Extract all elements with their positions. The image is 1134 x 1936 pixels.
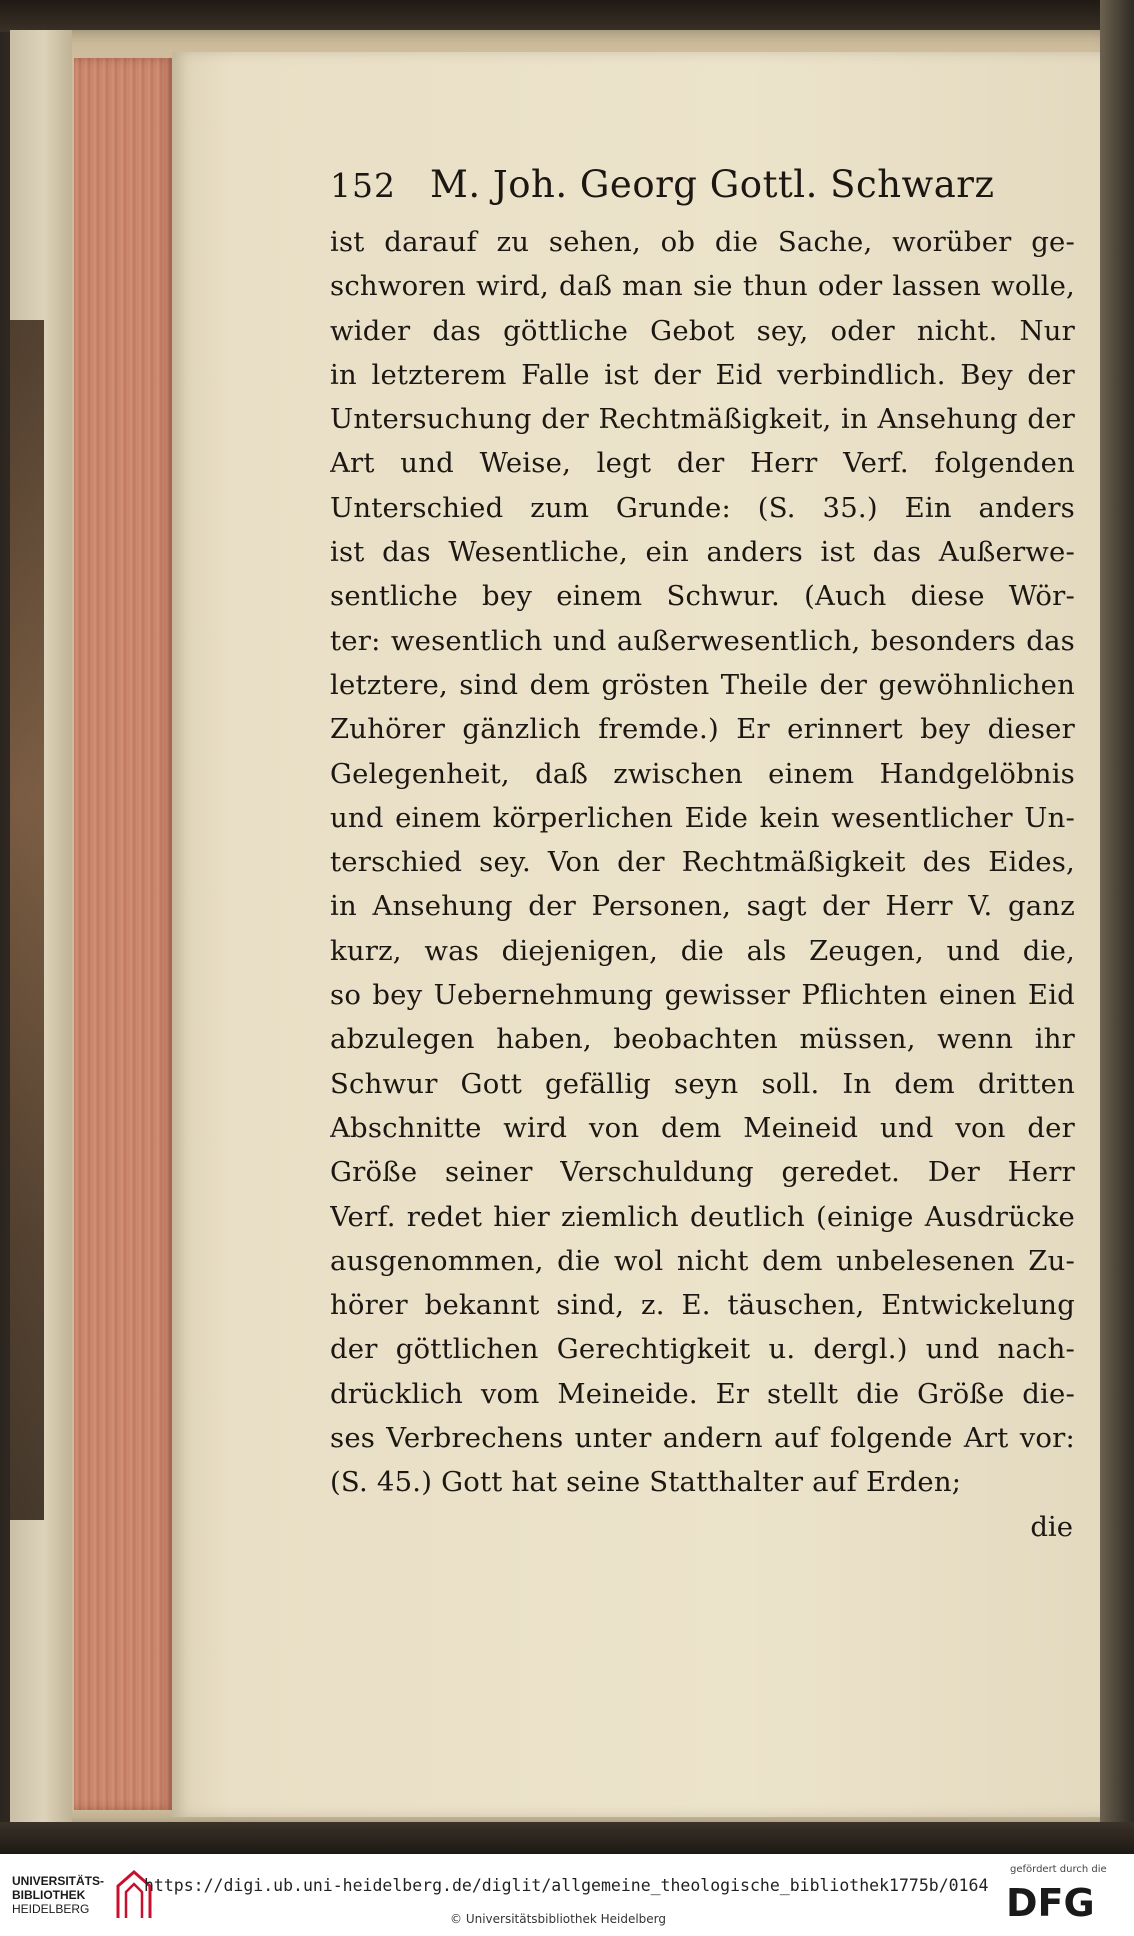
body-text [330,220,1075,1505]
text-line: ist darauf zu sehen, ob die Sache, worüber ge- [330,226,1075,258]
source-url-link[interactable]: https://digi.ub.uni-heidelberg.de/diglit/allgemeine_theologische_bibliothek1775b/0164 [144,1876,989,1895]
library-name-line3: HEIDELBERG [12,1902,90,1916]
text-line: und einem körperlichen Eide kein wesentlicher Un- [330,801,1075,834]
scan-bottom-margin [0,1822,1134,1854]
text-line: Unterschied zum Grunde: (S. 35.) Ein anders [330,491,1075,524]
text-line: ausgenommen, die wol nicht dem unbelesenen Zu- [330,1244,1075,1277]
text-line: hörer bekannt sind, z. E. täuschen, Entwickelung [330,1289,1075,1322]
dfg-logo-icon [1004,1882,1118,1922]
text-line: Abschnitte wird von dem Meineid und von der [330,1111,1075,1144]
page-number: 152 [330,166,396,205]
text-line: sentliche bey einem Schwur. (Auch diese Wör- [330,580,1075,613]
text-line: in letzterem Falle ist der Eid verbindlich. Bey der [330,358,1075,391]
leather-binding [10,320,44,1520]
running-head-title: M. Joh. Georg Gottl. Schwarz [430,163,995,206]
dfg-logo-text: DFG [1006,1882,1095,1922]
text-line: so bey Uebernehmung gewisser Pflichten einen Eid [330,979,1075,1012]
page-text-block [330,160,1075,1549]
text-line: Art und Weise, legt der Herr Verf. folgenden [330,447,1075,480]
text-line: Verf. redet hier ziemlich deutlich (einige Ausdrücke [330,1200,1075,1233]
page-fore-edge [74,58,174,1810]
text-line: (S. 45.) Gott hat seine Statthalter auf Erden; [330,1466,962,1499]
text-line: Größe seiner Verschuldung geredet. Der Herr [330,1156,1075,1189]
text-line: letztere, sind dem grösten Theile der gewöhnlichen [330,668,1075,701]
text-line: ist das Wesentliche, ein anders ist das Außerwe- [330,536,1075,569]
text-line: terschied sey. Von der Rechtmäßigkeit des Eides, [330,846,1075,879]
scan-right-margin [1100,0,1134,1854]
text-line: Schwur Gott gefällig seyn soll. In dem dritten [330,1067,1075,1100]
copyright-notice: © Universitätsbibliothek Heidelberg [450,1912,667,1926]
text-line: in Ansehung der Personen, sagt der Herr V. ganz [330,890,1075,923]
text-line: ter: wesentlich und außerwesentlich, besonders das [330,624,1075,657]
viewer-footer [0,1854,1134,1936]
text-line: Gelegenheit, daß zwischen einem Handgelöbnis [330,757,1075,790]
text-line: abzulegen haben, beobachten müssen, wenn ihr [330,1023,1075,1056]
text-line: drücklich vom Meineide. Er stellt die Größe die- [330,1377,1075,1410]
library-name [12,1874,104,1916]
text-line: ses Verbrechens unter andern auf folgende Art vor: [330,1422,1075,1455]
text-line: schworen wird, daß man sie thun oder lassen wolle, [330,270,1075,303]
text-line: wider das göttliche Gebot sey, oder nicht. Nur [330,314,1075,347]
text-line: der göttlichen Gerechtigkeit u. dergl.) und nach- [330,1333,1075,1366]
funded-by-label: gefördert durch die [1010,1864,1107,1875]
catchword: die [1030,1510,1073,1543]
text-line: kurz, was diejenigen, die als Zeugen, und die, [330,934,1075,967]
text-line: Untersuchung der Rechtmäßigkeit, in Ansehung der [330,403,1075,436]
running-head [330,160,1075,220]
library-name-line1: UNIVERSITÄTS- [12,1874,105,1888]
library-name-line2: BIBLIOTHEK [12,1888,86,1902]
text-line: Zuhörer gänzlich fremde.) Er erinnert bey dieser [330,713,1075,746]
scan-top-margin [0,0,1134,32]
